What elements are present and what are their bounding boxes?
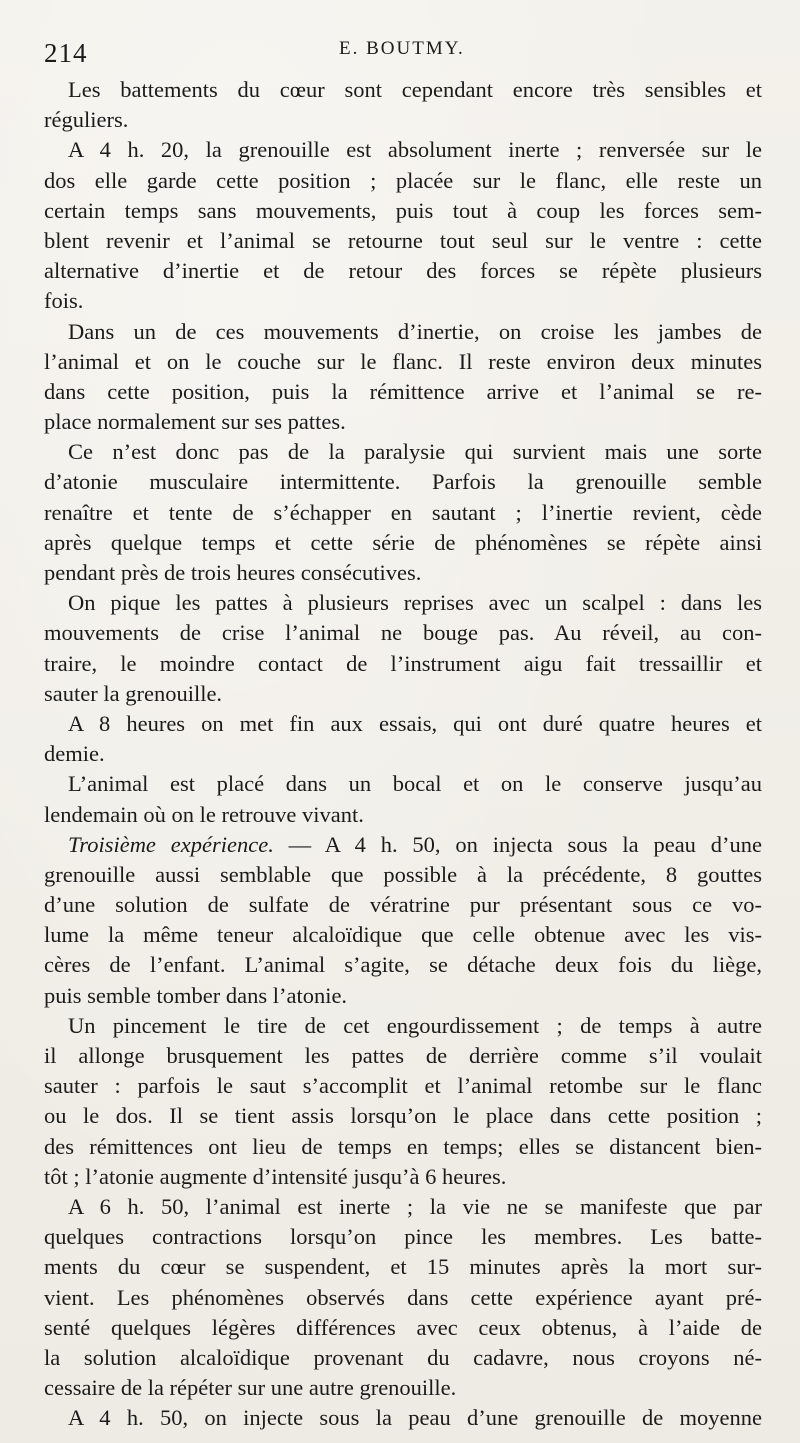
text-line	[44, 800, 762, 830]
line-text: sauter : parfois le saut s’accomplit et l’animal retombe sur le flanc	[44, 1073, 762, 1099]
text-line	[44, 1192, 762, 1222]
text-line	[44, 830, 762, 860]
line-text: place normalement sur ses pattes.	[44, 409, 346, 435]
text-line	[44, 739, 762, 769]
text-line	[44, 347, 762, 377]
text-line	[44, 920, 762, 950]
text-line	[44, 1373, 762, 1403]
line-text: ments du cœur se suspendent, et 15 minutes après la mort sur-	[44, 1254, 762, 1280]
text-line	[44, 649, 762, 679]
line-text: d’atonie musculaire intermittente. Parfois la grenouille semble	[44, 469, 762, 495]
text-line	[44, 558, 762, 588]
text-line	[44, 1071, 762, 1101]
text-line	[44, 860, 762, 890]
line-text: blent revenir et l’animal se retourne tout seul sur le ventre : cette	[44, 227, 762, 253]
line-text: puis semble tomber dans l’atonie.	[44, 982, 348, 1008]
text-line	[44, 950, 762, 980]
section-heading: Troisième expérience.	[68, 831, 274, 857]
text-line	[44, 528, 762, 558]
line-text: senté quelques légères différences avec ceux obtenus, à l’aide de	[44, 1314, 762, 1340]
line-text: quelques contractions lorsqu’on pince les membres. Les batte-	[44, 1224, 762, 1250]
line-text: Un pincement le tire de cet engourdissement ; de temps à autre	[68, 1012, 762, 1038]
text-line	[44, 166, 762, 196]
line-text: sauter la grenouille.	[44, 680, 223, 706]
line-text: fois.	[44, 288, 84, 314]
line-text: dans cette position, puis la rémittence arrive et l’animal se re-	[44, 378, 762, 404]
text-line	[44, 135, 762, 165]
line-text: Ce n’est donc pas de la paralysie qui survient mais une sorte	[68, 439, 762, 465]
line-text: la solution alcaloïdique provenant du cadavre, nous croyons né-	[44, 1344, 762, 1370]
line-text: — A 4 h. 50, on injecta sous la peau d’une	[273, 831, 762, 857]
running-head: E. BOUTMY.	[339, 38, 465, 59]
line-text: L’animal est placé dans un bocal et on le conserve jusqu’au	[68, 771, 762, 797]
line-text: après quelque temps et cette série de phénomènes se répète ainsi	[44, 529, 762, 555]
line-text: l’animal et on le couche sur le flanc. Il reste environ deux minutes	[44, 348, 762, 374]
line-text: lume la même teneur alcaloïdique que celle obtenue avec les vis-	[44, 922, 762, 948]
line-text: certain temps sans mouvements, puis tout à coup les forces sem-	[44, 197, 762, 223]
line-text: A 6 h. 50, l’animal est inerte ; la vie ne se manifeste que par	[68, 1193, 762, 1219]
text-line	[44, 1222, 762, 1252]
line-text: dos elle garde cette position ; placée sur le flanc, elle reste un	[44, 167, 762, 193]
text-line	[44, 679, 762, 709]
line-text: lendemain où on le retrouve vivant.	[44, 801, 364, 827]
text-line	[44, 769, 762, 799]
page-number: 214	[44, 38, 88, 68]
line-text: cessaire de la répéter sur une autre grenouille.	[44, 1375, 457, 1401]
text-line	[44, 407, 762, 437]
line-text: réguliers.	[44, 107, 129, 133]
text-line	[44, 1132, 762, 1162]
text-line	[44, 1011, 762, 1041]
line-text: demie.	[44, 741, 105, 767]
text-line	[44, 981, 762, 1011]
line-text: A 4 h. 20, la grenouille est absolument inerte ; renversée sur le	[68, 137, 762, 163]
line-text: On pique les pattes à plusieurs reprises avec un scalpel : dans les	[68, 590, 762, 616]
line-text: il allonge brusquement les pattes de derrière comme s’il voulait	[44, 1043, 762, 1068]
line-text: d’une solution de sulfate de vératrine pur présentant sous ce vo-	[44, 892, 762, 918]
line-text: traire, le moindre contact de l’instrument aigu fait tressaillir et	[44, 650, 762, 676]
page-header	[44, 34, 764, 74]
text-line	[44, 286, 762, 316]
text-line	[44, 890, 762, 920]
line-text: des rémittences ont lieu de temps en temps; elles se distancent bien-	[44, 1133, 762, 1159]
line-text: A 4 h. 50, on injecte sous la peau d’une grenouille de moyenne	[68, 1405, 762, 1431]
text-line	[44, 226, 762, 256]
line-text: pendant près de trois heures consécutives.	[44, 560, 422, 585]
text-line	[44, 317, 762, 347]
line-text: Les battements du cœur sont cependant encore très sensibles et	[68, 77, 762, 102]
text-line	[44, 1162, 762, 1192]
line-text: ou le dos. Il se tient assis lorsqu’on le place dans cette position ;	[44, 1103, 762, 1129]
line-text: tôt ; l’atonie augmente d’intensité jusqu’à 6 heures.	[44, 1163, 507, 1189]
body-text	[44, 75, 762, 1433]
text-line	[44, 196, 762, 226]
text-line	[44, 588, 762, 618]
line-text: Dans un de ces mouvements d’inertie, on croise les jambes de	[68, 318, 762, 344]
text-line	[44, 709, 762, 739]
text-line	[44, 1403, 762, 1433]
text-line	[44, 437, 762, 467]
text-line	[44, 1252, 762, 1282]
line-text: mouvements de crise l’animal ne bouge pas. Au réveil, au con-	[44, 620, 762, 646]
line-text: grenouille aussi semblable que possible à la précédente, 8 gouttes	[44, 861, 762, 887]
text-line	[44, 1313, 762, 1343]
line-text: alternative d’inertie et de retour des forces se répète plusieurs	[44, 258, 762, 284]
line-text: A 8 heures on met fin aux essais, qui ont duré quatre heures et	[68, 710, 762, 736]
text-line	[44, 498, 762, 528]
text-line	[44, 467, 762, 497]
text-line	[44, 377, 762, 407]
line-text: renaître et tente de s’échapper en sautant ; l’inertie revient, cède	[44, 499, 762, 525]
line-text: vient. Les phénomènes observés dans cette expérience ayant pré-	[44, 1284, 762, 1310]
text-line	[44, 1283, 762, 1313]
text-line	[44, 105, 762, 135]
text-line	[44, 75, 762, 105]
text-line	[44, 1041, 762, 1071]
line-text: cères de l’enfant. L’animal s’agite, se détache deux fois du liège,	[44, 952, 762, 978]
text-line	[44, 256, 762, 286]
text-line	[44, 618, 762, 648]
text-line	[44, 1343, 762, 1373]
text-line	[44, 1101, 762, 1131]
